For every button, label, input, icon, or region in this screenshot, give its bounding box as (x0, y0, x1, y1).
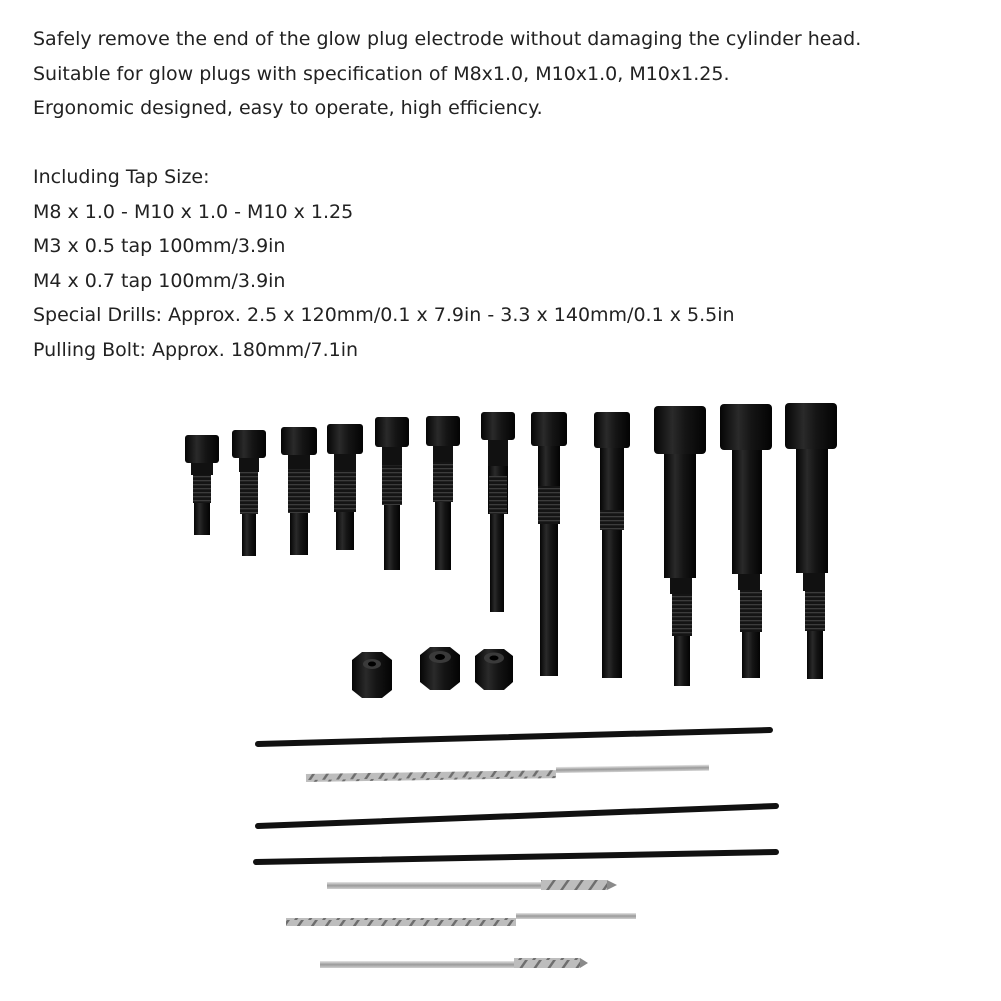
spec-line-5: Pulling Bolt: Approx. 180mm/7.1in (33, 338, 359, 361)
spec-line-3: M4 x 0.7 tap 100mm/3.9in (33, 269, 286, 292)
extractor-12 (785, 403, 837, 679)
extractor-6 (426, 416, 460, 570)
extractor-8 (531, 412, 567, 676)
extractor-7 (481, 412, 515, 612)
threaded-rod-2 (258, 806, 776, 826)
extractor-1 (185, 435, 219, 535)
description-line-1: Safely remove the end of the glow plug electrode without damaging the cylinder head. (33, 28, 862, 50)
threaded-rod-1 (258, 730, 770, 744)
drill-bit-1 (306, 765, 709, 782)
extractor-2 (232, 430, 266, 556)
tap-m4 (327, 880, 617, 890)
extractor-5 (375, 417, 409, 570)
drill-bit-2 (286, 913, 636, 926)
product-description (33, 22, 983, 367)
hex-nut-2 (420, 647, 460, 690)
spacer (33, 126, 983, 161)
hex-nuts (352, 647, 513, 698)
description-line-3: Ergonomic designed, easy to operate, high efficiency. (33, 97, 543, 119)
extractor-10 (654, 406, 706, 686)
tap-m3 (320, 958, 588, 968)
extractor-11 (720, 404, 772, 678)
spec-line-4: Special Drills: Approx. 2.5 x 120mm/0.1 x 7.9in - 3.3 x 140mm/0.1 x 5.5in (33, 304, 735, 326)
extractor-3 (281, 427, 317, 555)
threaded-rod-3 (256, 852, 776, 862)
hex-nut-3 (475, 649, 513, 690)
extractor-9 (594, 412, 630, 678)
spec-line-1: M8 x 1.0 - M10 x 1.0 - M10 x 1.25 (33, 200, 354, 223)
extractor-4 (327, 424, 363, 550)
specs-heading: Including Tap Size: (33, 166, 210, 188)
tool-kit-photo (0, 380, 1001, 1001)
rods-and-drills (256, 730, 776, 968)
description-line-2: Suitable for glow plugs with specification of M8x1.0, M10x1.0, M10x1.25. (33, 62, 730, 85)
extractor-set (185, 403, 837, 686)
spec-line-2: M3 x 0.5 tap 100mm/3.9in (33, 235, 286, 257)
hex-nut-1 (352, 652, 392, 698)
